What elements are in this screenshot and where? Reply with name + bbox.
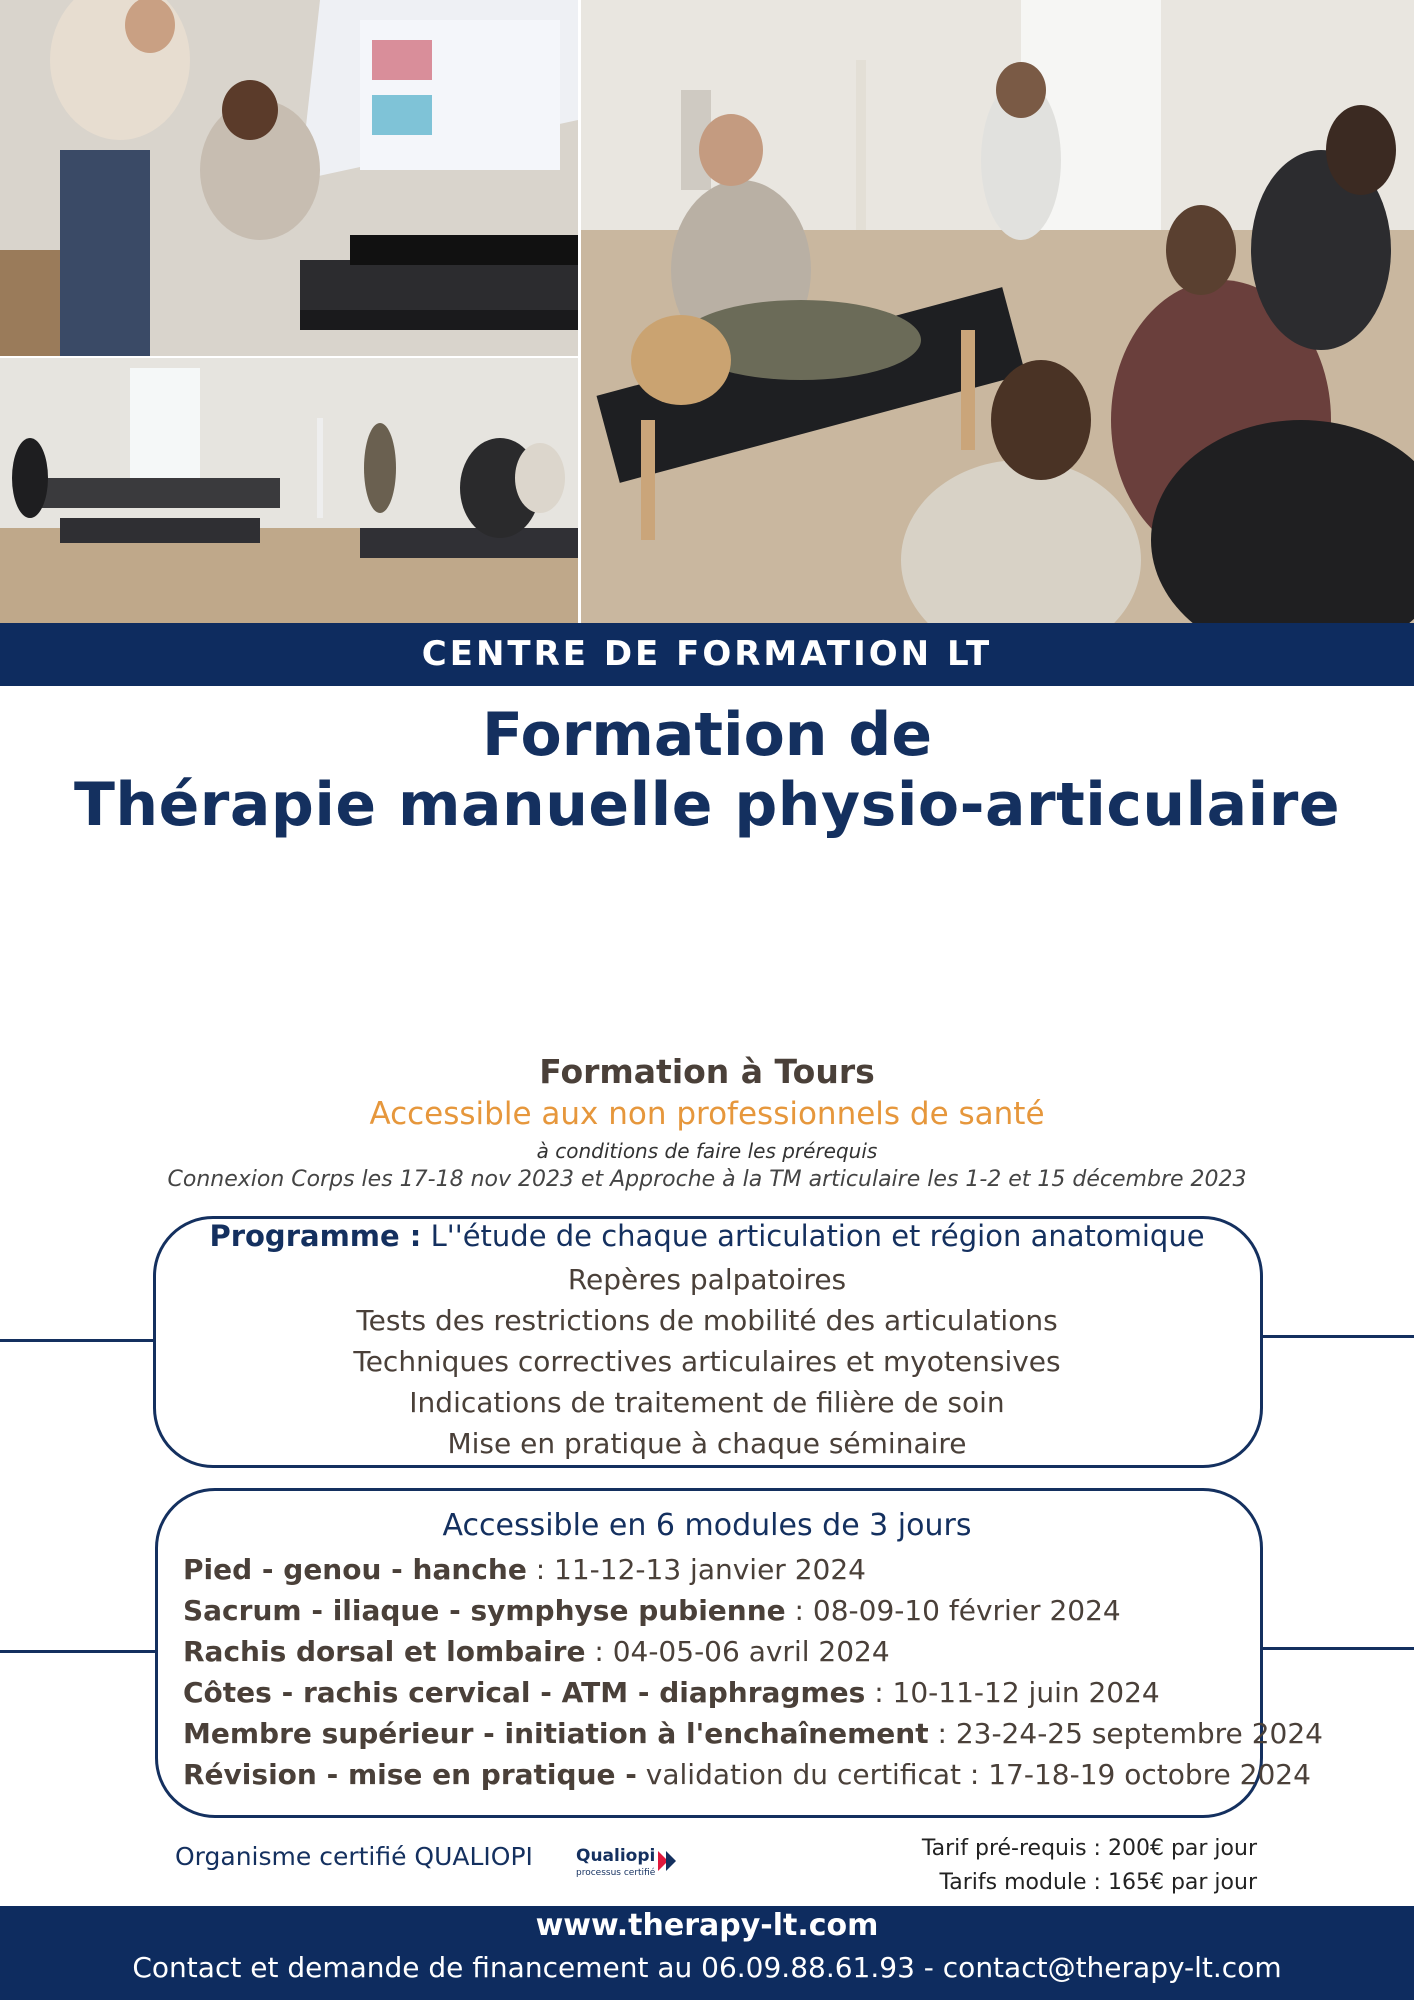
- conditions-note: à conditions de faire les prérequis: [536, 1139, 878, 1163]
- module-topic: Rachis dorsal et lombaire: [183, 1635, 586, 1668]
- page-title-line1: Formation de: [481, 700, 933, 770]
- module-row: [183, 1717, 1323, 1750]
- module-topic: Sacrum - iliaque - symphyse pubienne: [183, 1594, 786, 1627]
- centre-banner-label: CENTRE DE FORMATION LT: [421, 634, 993, 674]
- human-figure-dots-logo: [617, 860, 787, 1040]
- programme-heading: [0, 1219, 1414, 1253]
- photo-group-practice-room: [0, 358, 578, 623]
- divider-line-right-2: [1262, 1647, 1414, 1650]
- module-topic: Pied - genou - hanche: [183, 1553, 527, 1586]
- programme-item: Indications de traitement de filière de soin: [409, 1386, 1005, 1419]
- tarif-prerequis: Tarif pré-requis : 200€ par jour: [921, 1836, 1257, 1861]
- programme-heading-label: Programme :: [209, 1219, 422, 1253]
- contact-info[interactable]: Contact et demande de financement au 06.09.88.61.93 - contact@therapy-lt.com: [132, 1951, 1282, 1984]
- programme-item: Mise en pratique à chaque séminaire: [447, 1427, 967, 1460]
- module-dates: : 08-09-10 février 2024: [785, 1594, 1121, 1627]
- programme-item: Tests des restrictions de mobilité des articulations: [356, 1304, 1058, 1337]
- training-location: Formation à Tours: [539, 1052, 875, 1091]
- photo-demonstration-class: [581, 0, 1414, 623]
- module-dates: : 11-12-13 janvier 2024: [526, 1553, 866, 1586]
- qualiopi-logo-name: Qualiopi: [576, 1846, 656, 1866]
- module-topic: Révision - mise en pratique -: [183, 1758, 637, 1791]
- prerequisites-note: Connexion Corps les 17-18 nov 2023 et Approche à la TM articulaire les 1-2 et 15 décembre 2023: [167, 1167, 1247, 1192]
- tarif-module: Tarifs module : 165€ par jour: [939, 1870, 1257, 1895]
- programme-subheading: L''étude de chaque articulation et région anatomique: [430, 1219, 1205, 1253]
- module-topic: Membre supérieur - initiation à l'enchaînement: [183, 1717, 929, 1750]
- module-row: [183, 1758, 1311, 1791]
- programme-item: Techniques correctives articulaires et myotensives: [353, 1345, 1061, 1378]
- qualiopi-logo-sub: processus certifié: [576, 1868, 656, 1878]
- divider-line-left-2: [0, 1650, 157, 1653]
- module-topic: Côtes - rachis cervical - ATM - diaphragmes: [183, 1676, 866, 1709]
- module-row: [183, 1635, 890, 1668]
- divider-line-left-1: [0, 1339, 155, 1342]
- module-row: [183, 1553, 866, 1586]
- module-row: [183, 1594, 1121, 1627]
- module-dates: : 23-24-25 septembre 2024: [928, 1717, 1323, 1750]
- photo-practitioner-foot-treatment: [0, 0, 578, 356]
- certification-text: Organisme certifié QUALIOPI: [175, 1842, 533, 1871]
- page-title-line2: Thérapie manuelle physio-articulaire: [73, 770, 1341, 840]
- module-dates: validation du certificat : 17-18-19 octobre 2024: [636, 1758, 1311, 1791]
- centre-banner: [0, 623, 1414, 686]
- modules-heading: Accessible en 6 modules de 3 jours: [442, 1508, 972, 1543]
- website-link[interactable]: www.therapy-lt.com: [535, 1908, 879, 1943]
- module-dates: : 10-11-12 juin 2024: [865, 1676, 1160, 1709]
- programme-item: Repères palpatoires: [567, 1263, 847, 1296]
- accessibility-note: Accessible aux non professionnels de santé: [369, 1096, 1045, 1132]
- module-dates: : 04-05-06 avril 2024: [585, 1635, 890, 1668]
- module-row: [183, 1676, 1160, 1709]
